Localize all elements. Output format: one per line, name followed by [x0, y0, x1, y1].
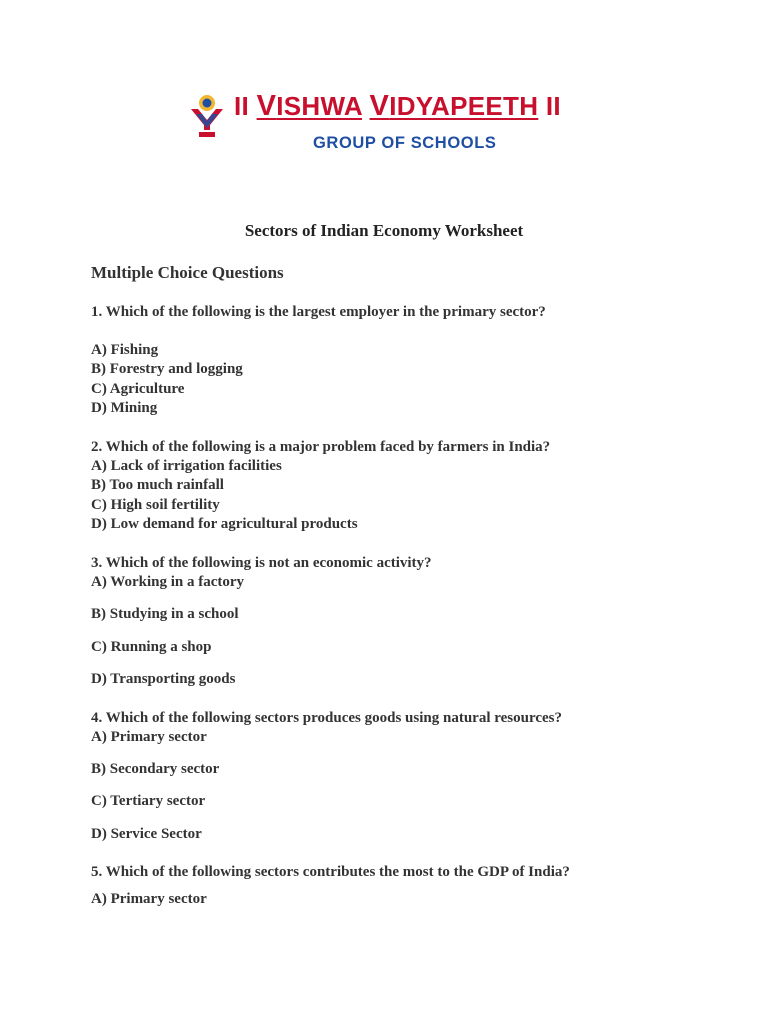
logo-word-vidyapeeth: [370, 91, 539, 121]
answer-option: C) Agriculture: [91, 381, 185, 397]
answer-option: D) Service Sector: [91, 826, 202, 842]
logo-prefix: II: [234, 91, 257, 121]
answer-option: C) Tertiary sector: [91, 793, 206, 809]
logo-word-vishwa-rest: ISHWA: [276, 91, 362, 121]
answer-option: C) High soil fertility: [91, 497, 220, 513]
answer-option: A) Primary sector: [91, 729, 207, 745]
answer-option: D) Transporting goods: [91, 671, 236, 687]
answer-option: D) Mining: [91, 400, 158, 416]
question-text: 5. Which of the following sectors contributes the most to the GDP of India?: [91, 864, 570, 880]
logo-suffix: II: [538, 91, 561, 121]
answer-option: A) Lack of irrigation facilities: [91, 458, 282, 474]
answer-option: A) Primary sector: [91, 891, 207, 907]
question-text: 2. Which of the following is a major problem faced by farmers in India?: [91, 439, 551, 455]
school-emblem-icon: [190, 94, 224, 138]
logo-subtitle: GROUP OF SCHOOLS: [313, 134, 497, 152]
logo-word-vidyapeeth-rest: IDYAPEETH: [389, 91, 539, 121]
worksheet-title: Sectors of Indian Economy Worksheet: [244, 221, 524, 240]
answer-option: B) Studying in a school: [91, 606, 239, 622]
answer-option: D) Low demand for agricultural products: [91, 516, 358, 532]
section-heading: Multiple Choice Questions: [91, 263, 284, 282]
question-text: 3. Which of the following is not an economic activity?: [91, 555, 432, 571]
answer-option: C) Running a shop: [91, 639, 212, 655]
logo-word-vidyapeeth-cap: V: [369, 90, 390, 122]
logo-word-vishwa: [257, 91, 362, 121]
answer-option: A) Fishing: [91, 342, 159, 358]
answer-option: B) Secondary sector: [91, 761, 220, 777]
school-logo: [190, 92, 620, 158]
question-text: 4. Which of the following sectors produces goods using natural resources?: [91, 710, 562, 726]
logo-school-name: [234, 90, 561, 123]
question-text: 1. Which of the following is the largest employer in the primary sector?: [91, 304, 546, 320]
answer-option: B) Too much rainfall: [91, 477, 224, 493]
answer-option: B) Forestry and logging: [91, 361, 243, 377]
answer-option: A) Working in a factory: [91, 574, 245, 590]
logo-word-vishwa-cap: V: [256, 90, 277, 122]
